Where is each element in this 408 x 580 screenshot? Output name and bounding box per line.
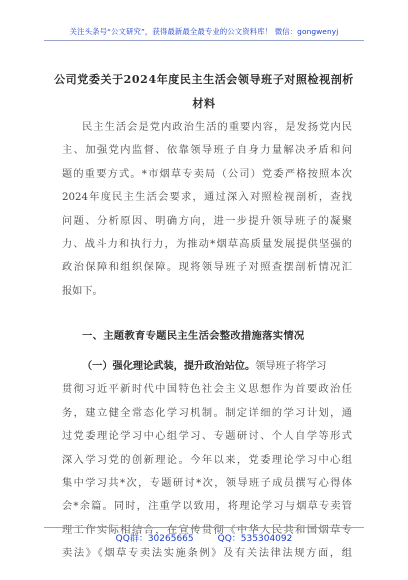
subsection-heading: （一）强化理论武装，提升政治站位。 (82, 360, 256, 372)
qq-contact-label: QQ：535304092 (217, 534, 293, 544)
subsection-line: 卖法》《烟草专卖法实施条例》及有关法律法规方面，组 (62, 548, 352, 560)
qq-group-label: QQ群：30265665 (115, 534, 194, 544)
subsection-line: 过党委理论学习中心组学习、专题研讨、个人自学等形式 (62, 431, 352, 443)
contact-footer (0, 531, 408, 544)
subsection-line: 会*余篇。同时，注重学以致用，将理论学习与烟草专卖管 (62, 501, 352, 513)
intro-line: 主、加强党内监督、依靠领导班子自身力量解决矛盾和问 (62, 145, 352, 157)
subsection-first-line (62, 355, 352, 378)
subsection-first-line-rest: 领导班子将学习 (255, 361, 327, 372)
intro-line: 报如下。 (62, 285, 103, 297)
document-title-line-1: 公司党委关于2024年度民主生活会领导班子对照检视剖析 (54, 73, 354, 86)
document-title-line-2: 材料 (192, 97, 216, 110)
promo-banner: 关注头条号“公文研究”，获得最新最全最专业的公文资料库！ 微信：gongwenyj (69, 27, 339, 36)
intro-paragraph (62, 116, 352, 303)
header-divider (44, 40, 364, 41)
subsection-line: 深入学习党的创新理论。今年以来，党委理论学习中心组 (62, 454, 352, 466)
subsection-line: 集中学习共*次，专题研讨*次，领导班子成员撰写心得体 (62, 477, 352, 489)
intro-line: 题的重要方式。*市烟草专卖局（公司）党委严格按照本次 (62, 168, 352, 180)
intro-line: 2024年度民主生活会要求，通过深入对照检视剖析，查找 (62, 192, 352, 204)
intro-line: 政治保障和组织保障。现将领导班子对照查摆剖析情况汇 (62, 262, 352, 274)
intro-line: 力、战斗力和执行力，为推动*烟草高质量发展提供坚强的 (62, 238, 352, 250)
footer-divider (44, 527, 364, 528)
subsection-line: 务，建立健全常态化学习机制。制定详细的学习计划，通 (62, 407, 352, 419)
intro-line: 问题、分析原因、明确方向，进一步提升领导班子的凝聚 (62, 215, 352, 227)
subsection-line: 贯彻习近平新时代中国特色社会主义思想作为首要政治任 (62, 384, 352, 396)
subsection-line: 理工作实际相结合，在宣传贯彻《中华人民共和国烟草专 (62, 524, 352, 536)
intro-line: 民主生活会是党内政治生活的重要内容，是发扬党内民 (82, 122, 352, 133)
section-heading: 一、主题教育专题民主生活会整改措施落实情况 (82, 330, 305, 342)
